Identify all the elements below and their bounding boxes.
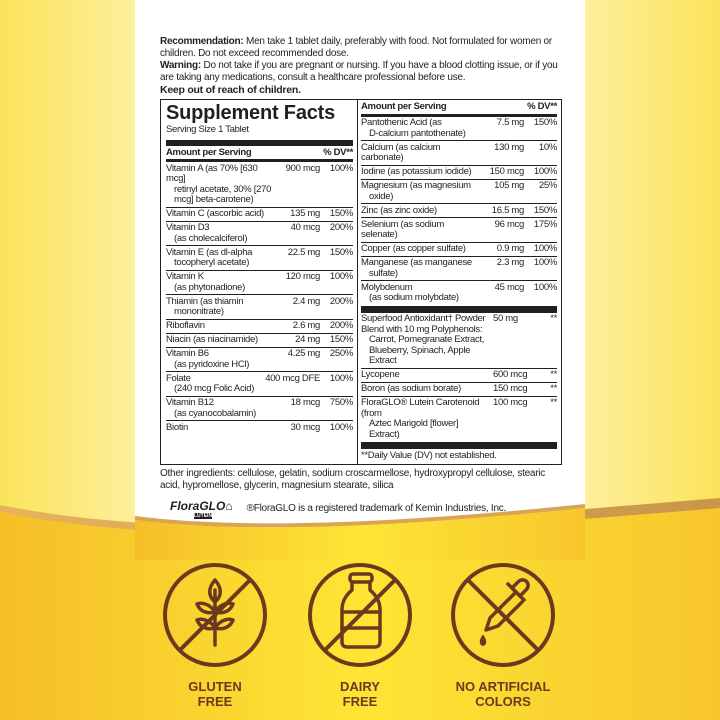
warning-text: Do not take if you are pregnant or nursing. If you have a blood clotting issue, or if you are taking any medications, consult a healthcare professional before use. <box>160 60 558 83</box>
nutrient-name: Vitamin B12 <box>166 397 214 408</box>
nutrient-source: Aztec Marigold [flower] Extract) <box>369 418 459 440</box>
nutrient-amount: 45 mcg <box>494 281 524 293</box>
table-header <box>361 100 557 114</box>
table-row <box>166 222 353 247</box>
wheat-crossed-icon <box>160 560 270 670</box>
left-column <box>161 100 358 464</box>
table-row <box>361 281 557 305</box>
warning-label: Warning: <box>160 60 201 71</box>
nutrient-name: Molybdenum <box>361 281 413 293</box>
thick-rule <box>361 442 557 449</box>
table-row <box>361 204 557 218</box>
table-row <box>166 397 353 422</box>
logo-sub: LUTEIN <box>194 512 213 519</box>
table-row <box>361 166 557 180</box>
nutrient-name: Vitamin B6 <box>166 348 209 359</box>
nutrient-amount: 100 mcg <box>493 397 528 408</box>
table-row <box>166 320 353 334</box>
nutrient-dv: ** <box>550 397 557 408</box>
nutrient-dv: ** <box>550 313 557 324</box>
other-ingredients: Other ingredients: cellulose, gelatin, sodium croscarmellose, hydroxypropyl cellulose, stearic acid, hypromellose, glycerin, magnesium stearate, silica <box>160 467 546 491</box>
nutrient-amount: 2.6 mg <box>292 320 320 331</box>
nutrient-amount: 7.5 mg <box>496 117 524 128</box>
keep-out-text: Keep out of reach of children. <box>160 84 301 96</box>
table-row <box>361 257 557 282</box>
nutrient-amount: 30 mcg <box>290 421 320 433</box>
nutrient-amount: 120 mcg <box>285 271 320 282</box>
logo-name: FloraGLO <box>170 498 226 513</box>
nutrient-name: Iodine (as potassium iodide) <box>361 166 472 177</box>
nutrient-amount: 130 mg <box>494 141 524 153</box>
table-row <box>166 295 353 320</box>
badge-label: NO ARTIFICIAL <box>455 679 551 694</box>
table-row <box>166 372 353 397</box>
nutrient-dv: 100% <box>329 162 353 174</box>
nutrient-name: Selenium (as sodium selenate) <box>361 218 445 240</box>
table-row <box>361 383 557 397</box>
nutrient-amount: 135 mg <box>290 208 320 219</box>
nutrient-name: Folate <box>166 372 191 384</box>
nutrient-source: (240 mcg Folic Acid) <box>174 383 255 394</box>
table-row <box>361 180 557 205</box>
nutrient-dv: 100% <box>329 271 353 282</box>
nutrient-dv: 150% <box>533 204 557 216</box>
nutrient-dv: 100% <box>329 372 353 384</box>
nutrient-source: oxide) <box>369 190 394 202</box>
directions-text <box>160 36 562 96</box>
table-row <box>361 141 557 166</box>
nutrient-dv: 100% <box>533 257 557 268</box>
floraglo-logo <box>160 500 233 519</box>
table-row <box>361 369 557 383</box>
milk-bottle-crossed-icon <box>305 560 415 670</box>
nutrient-amount: 50 mg <box>493 313 518 324</box>
nutrient-dv: 150% <box>533 117 557 128</box>
nutrient-amount: 2.3 mg <box>496 257 524 268</box>
nutrient-name: Vitamin K <box>166 271 204 282</box>
table-row <box>166 208 353 222</box>
table-header <box>166 146 353 160</box>
nutrient-name: FloraGLO® Lutein Carotenoid (from <box>361 397 480 419</box>
table-row <box>361 243 557 257</box>
nutrient-source: sulfate) <box>369 267 398 279</box>
nutrient-amount: 150 mcg <box>489 166 524 177</box>
dropper-crossed-icon <box>448 560 558 670</box>
table-row <box>361 397 557 442</box>
nutrient-name: Pantothenic Acid (as <box>361 117 442 128</box>
logo-house-icon: ⌂ <box>225 498 233 513</box>
nutrient-name: Vitamin C (ascorbic acid) <box>166 208 264 219</box>
badge-label: FREE <box>197 694 233 709</box>
nutrient-amount: 16.5 mg <box>491 204 524 216</box>
nutrient-name: Copper (as copper sulfate) <box>361 243 466 254</box>
badge-no-artificial-colors <box>448 560 558 709</box>
badge-dairy-free <box>305 560 415 709</box>
trademark-row <box>160 500 562 519</box>
dv-header: % DV** <box>527 101 557 112</box>
table-row <box>166 162 353 208</box>
table-row <box>361 313 557 369</box>
table-row <box>361 117 557 142</box>
nutrient-dv: 200% <box>329 295 353 307</box>
nutrient-name: Vitamin A (as 70% [630 mcg] <box>166 162 258 184</box>
amount-header: Amount per Serving <box>166 146 252 158</box>
nutrient-name: Manganese (as manganese <box>361 257 472 268</box>
badge-label: GLUTEN <box>188 679 242 694</box>
nutrient-dv: 100% <box>329 421 353 433</box>
nutrient-source: (as cholecalciferol) <box>174 232 248 244</box>
table-row <box>166 334 353 348</box>
nutrient-dv: 150% <box>329 208 353 219</box>
nutrient-source: (as cyanocobalamin) <box>174 407 256 419</box>
nutrient-source: (as sodium molybdate) <box>369 292 459 303</box>
nutrient-source: tocopheryl acetate) <box>174 257 250 268</box>
nutrient-dv: 25% <box>538 180 557 191</box>
nutrient-dv: 150% <box>329 246 353 258</box>
nutrient-name: Riboflavin <box>166 320 205 331</box>
nutrient-amount: 96 mcg <box>494 218 524 230</box>
nutrient-dv: 750% <box>329 397 353 408</box>
nutrient-amount: 150 mcg <box>493 383 528 394</box>
nutrient-name: Boron (as sodium borate) <box>361 383 461 394</box>
nutrient-name: Vitamin E (as dl-alpha <box>166 246 253 258</box>
nutrient-dv: 100% <box>533 243 557 254</box>
nutrient-amount: 24 mg <box>295 334 320 345</box>
nutrient-amount: 40 mcg <box>290 222 320 233</box>
nutrient-dv: 100% <box>533 166 557 177</box>
nutrient-dv: 250% <box>329 348 353 359</box>
nutrient-dv: ** <box>550 383 557 394</box>
supplement-facts-table <box>160 99 562 465</box>
table-row <box>361 218 557 243</box>
nutrient-source: mononitrate) <box>174 306 224 317</box>
nutrient-amount: 400 mcg DFE <box>265 372 320 384</box>
nutrient-source: (as phytonadione) <box>174 281 245 293</box>
badge-label: DAIRY <box>340 679 380 694</box>
nutrient-dv: 100% <box>533 281 557 293</box>
facts-title: Supplement Facts <box>166 102 336 124</box>
recommendation-label: Recommendation: <box>160 36 244 47</box>
nutrient-amount: 18 mcg <box>290 397 320 408</box>
nutrient-name: Biotin <box>166 421 188 433</box>
nutrient-name: Niacin (as niacinamide) <box>166 334 258 345</box>
nutrient-name: Zinc (as zinc oxide) <box>361 204 437 216</box>
nutrient-name: Lycopene <box>361 369 400 380</box>
table-row <box>166 271 353 296</box>
thick-rule <box>361 306 557 313</box>
nutrient-amount: 2.4 mg <box>292 295 320 307</box>
nutrient-source: (as pyridoxine HCl) <box>174 358 250 370</box>
nutrient-amount: 22.5 mg <box>287 246 320 258</box>
nutrient-dv: 175% <box>533 218 557 230</box>
nutrient-amount: 900 mcg <box>285 162 320 174</box>
badge-label: FREE <box>342 694 378 709</box>
badge-gluten-free <box>160 560 270 709</box>
table-row <box>166 421 353 434</box>
nutrient-amount: 0.9 mg <box>496 243 524 254</box>
nutrient-amount: 105 mg <box>494 180 524 191</box>
nutrient-name: Thiamin (as thiamin <box>166 295 244 307</box>
nutrient-amount: 4.25 mg <box>287 348 320 359</box>
table-row <box>166 348 353 373</box>
nutrient-source: Carrot, Pomegranate Extract, Blueberry, Spinach, Apple Extract <box>369 334 485 366</box>
nutrient-dv: 200% <box>329 320 353 331</box>
table-row <box>166 246 353 271</box>
amount-header: Amount per Serving <box>361 101 447 112</box>
nutrient-dv: 10% <box>538 141 557 153</box>
recommendation-text: Men take 1 tablet daily, preferably with food. Not formulated for women or children. Do not exceed recommended dose. <box>160 36 552 59</box>
label-content <box>160 36 562 519</box>
nutrient-source: D-calcium pantothenate) <box>369 127 466 139</box>
nutrient-dv: 150% <box>329 334 353 345</box>
right-column <box>358 100 561 464</box>
nutrient-name: Calcium (as calcium carbonate) <box>361 141 441 163</box>
nutrient-source: retinyl acetate, 30% [270 mcg] beta-carotene) <box>174 183 272 205</box>
badge-label: COLORS <box>475 694 531 709</box>
nutrient-name: Magnesium (as magnesium <box>361 180 471 191</box>
trademark-text: ®FloraGLO is a registered trademark of Kemin Industries, Inc. <box>246 503 507 514</box>
serving-size: Serving Size 1 Tablet <box>166 124 249 135</box>
nutrient-dv: 200% <box>329 222 353 233</box>
nutrient-name: Vitamin D3 <box>166 222 210 233</box>
dv-header: % DV** <box>323 146 353 158</box>
nutrient-amount: 600 mcg <box>493 369 528 380</box>
footnote: **Daily Value (DV) not established. <box>361 450 497 461</box>
nutrient-name: Superfood Antioxidant† Powder Blend with 10 mg Polyphenols: <box>361 313 486 335</box>
nutrient-dv: ** <box>550 369 557 380</box>
